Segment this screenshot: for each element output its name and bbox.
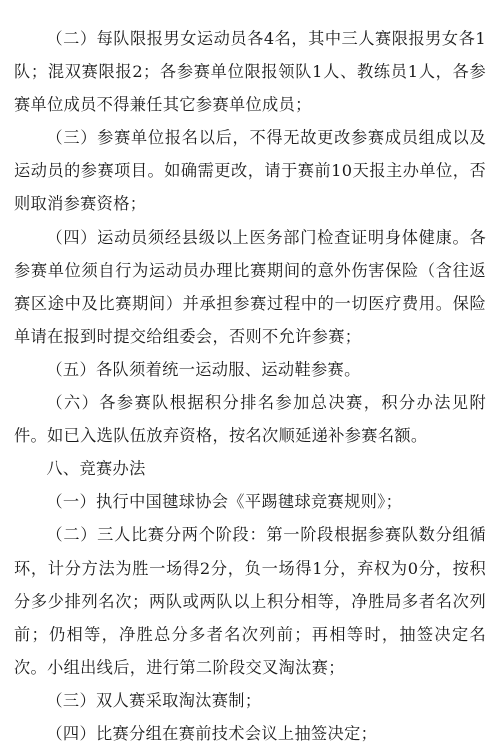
paragraph-item-5: （五）各队须着统一运动服、运动鞋参赛。 xyxy=(46,359,361,379)
competition-item-3: （三）双人赛采取淘汰赛制； xyxy=(46,690,262,710)
paragraph-item-6: （六）各参赛队根据积分排名参加总决赛，积分办法见附件。如已入选队伍放弃资格，按名次顺延递补参赛名额。 xyxy=(14,393,486,446)
competition-item-2: （二）三人比赛分两个阶段：第一阶段根据参赛队数分组循环，计分方法为胜一场得2分，负一场得1分，弃权为0分，按积分多少排列名次；两队或两队以上积分相等，净胜局多者名次列前；仍相等，净胜总分多者名次列前；再相等时，抽签决定名次。小组出线后，进行第二阶段交叉淘汰赛； xyxy=(14,525,486,677)
paragraph-item-3: （三）参赛单位报名以后，不得无故更改参赛成员组成以及运动员的参赛项目。如确需更改，请于赛前10天报主办单位，否则取消参赛资格； xyxy=(14,128,486,214)
competition-item-1: （一）执行中国毽球协会《平踢毽球竞赛规则》； xyxy=(46,492,403,512)
paragraph-item-4: （四）运动员须经县级以上医务部门检查证明身体健康。各参赛单位须自行为运动员办理比赛期间的意外伤害保险（含往返赛区途中及比赛期间）并承担参赛过程中的一切医疗费用。保险单请在报到时提交给组委会，否则不允许参赛； xyxy=(14,227,486,346)
competition-item-4: （四）比赛分组在赛前技术会议上抽签决定； xyxy=(46,723,378,743)
section-heading-competition-method: 八、竞赛办法 xyxy=(46,459,146,479)
paragraph-item-2: （二）每队限报男女运动员各4名，其中三人赛限报男女各1队；混双赛限报2；各参赛单位限报领队1人、教练员1人，各参赛单位成员不得兼任其它参赛单位成员； xyxy=(14,29,486,115)
